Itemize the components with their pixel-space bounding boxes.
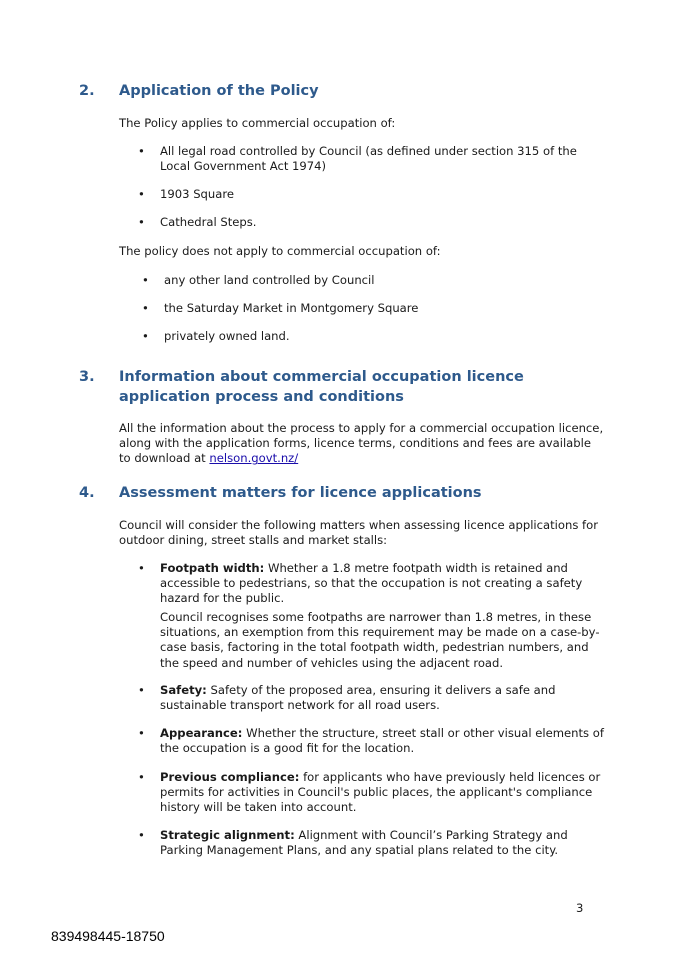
bullet-icon: • [138,561,145,575]
bullet-icon: • [138,770,145,784]
section-number: 4. [79,485,95,501]
page-number: 3 [576,901,584,915]
paragraph: Council recognises some footpaths are narrower than 1.8 metres, in these situations, an exemption from this requirement may be made on a case-by-case basis, factoring in the total footpath width, pedestrian numbers, and the speed and number of vehicles using the adjacent road. [160,610,600,670]
matter-text: Whether a 1.8 metre footpath width is retained and accessible to pedestrians, so that the occupation is not creating a safety hazard for the public. [160,561,583,606]
bullet-icon: • [138,187,145,201]
paragraph [119,421,604,467]
section-title: Information about commercial occupation licence application process and conditions [119,369,524,405]
section-number: 2. [79,83,95,99]
section-title: Application of the Policy [119,83,319,99]
list-item-text [160,770,605,816]
bullet-icon: • [138,828,145,842]
list-item-text: the Saturday Market in Montgomery Square [164,301,419,315]
list-item-text [160,828,605,858]
paragraph-text: All the information about the process to apply for a commercial occupation licence, along with the application forms, licence terms, conditions and fees are available to download at [119,421,604,466]
section-title: Assessment matters for licence applications [119,485,482,501]
list-item-text: privately owned land. [164,329,290,343]
bullet-icon: • [142,329,149,343]
matter-text: Safety of the proposed area, ensuring it delivers a safe and sustainable transport network for all road users. [160,683,556,713]
list-item-text: Cathedral Steps. [160,215,257,229]
matter-term: Footpath width: [160,561,265,575]
matter-term: Appearance: [160,726,243,740]
section-number: 3. [79,369,95,385]
bullet-icon: • [138,683,145,697]
list-item-text: All legal road controlled by Council (as defined under section 315 of the Local Government Act 1974) [160,144,577,174]
bullet-icon: • [138,144,145,158]
bullet-icon: • [138,726,145,740]
bullet-icon: • [142,301,149,315]
matter-term: Previous compliance: [160,770,300,784]
matter-text: Whether the structure, street stall or other visual elements of the occupation is a good fit for the location. [160,726,604,756]
list-item-text: any other land controlled by Council [164,273,375,287]
list-item-text [160,726,605,756]
list-item-text: 1903 Square [160,187,235,201]
bullet-icon: • [142,273,149,287]
matter-term: Safety: [160,683,207,697]
matter-term: Strategic alignment: [160,828,295,842]
paragraph: The policy does not apply to commercial occupation of: [119,244,441,258]
list-item-text [160,683,605,713]
website-link[interactable]: nelson.govt.nz/ [209,451,299,466]
document-id: 839498445-18750 [51,928,165,944]
paragraph: Council will consider the following matters when assessing licence applications for outdoor dining, street stalls and market stalls: [119,518,598,548]
list-item-text [160,561,605,607]
bullet-icon: • [138,215,145,229]
matter-text: for applicants who have previously held licences or permits for activities in Council's public places, the applicant's compliance history will be taken into account. [160,770,601,815]
matter-text: Alignment with Council’s Parking Strategy and Parking Management Plans, and any spatial plans related to the city. [160,828,568,858]
paragraph: The Policy applies to commercial occupation of: [119,116,396,130]
